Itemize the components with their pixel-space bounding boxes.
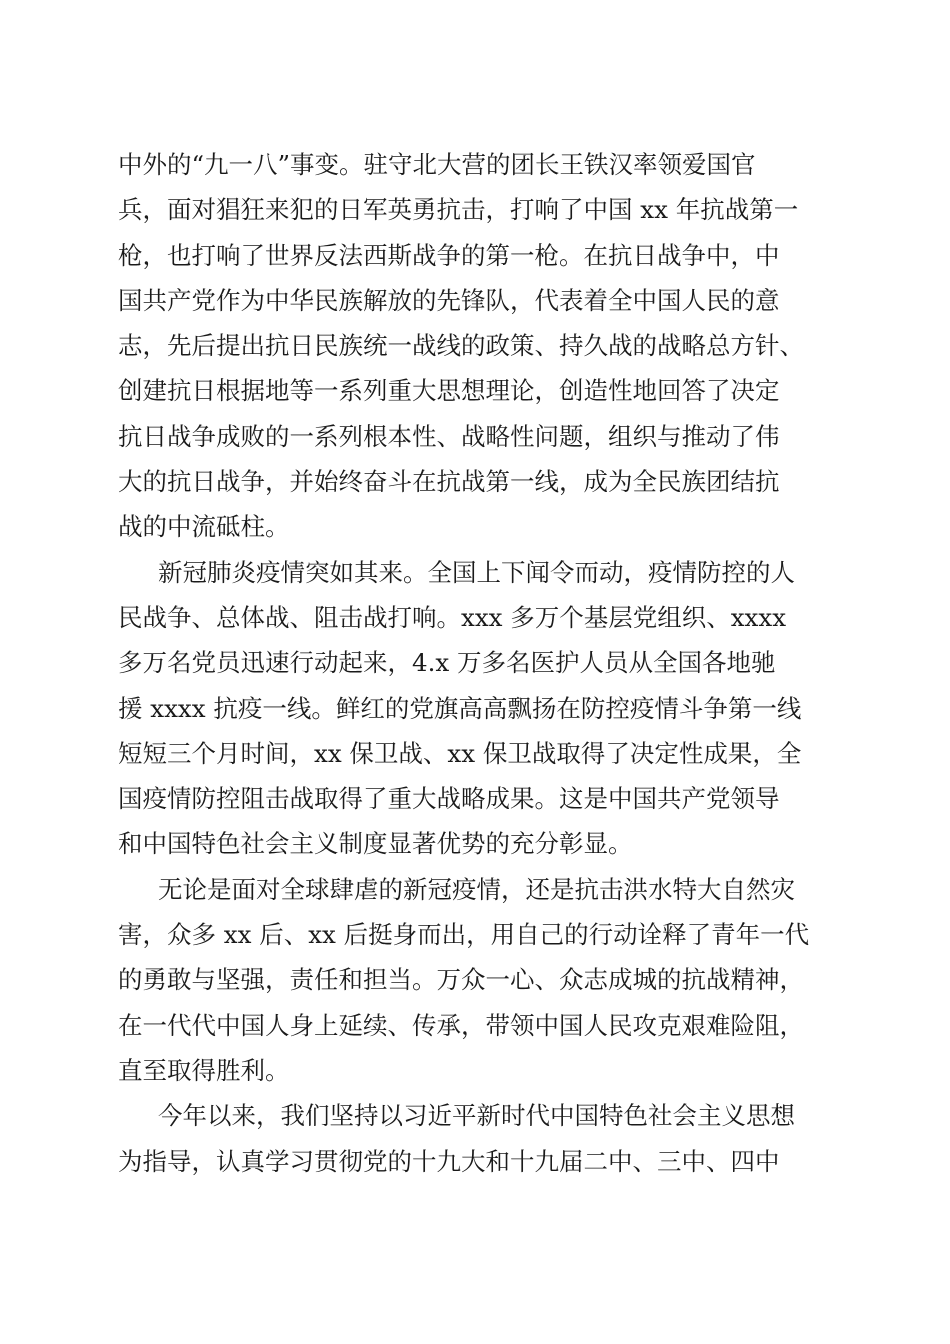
text-line: 中外的“九一八”事变。驻守北大营的团长王铁汉率领爱国官 bbox=[118, 150, 756, 179]
text-line: 国共产党作为中华民族解放的先锋队，代表着全中国人民的意 bbox=[118, 285, 780, 315]
paragraph bbox=[118, 550, 838, 867]
text-line: 志，先后提出抗日民族统一战线的政策、持久战的战略总方针、 bbox=[118, 331, 804, 361]
paragraph bbox=[118, 1093, 838, 1184]
text-line: 战的中流砥柱。 bbox=[118, 512, 290, 542]
text-line: 新冠肺炎疫情突如其来。全国上下闻令而动，疫情防控的人 bbox=[158, 557, 795, 587]
text-line: 的勇敢与坚强，责任和担当。万众一心、众志成城的抗战精神， bbox=[118, 965, 804, 995]
text-line: 抗日战争成败的一系列根本性、战略性问题，组织与推动了伟 bbox=[118, 421, 780, 451]
text-line: 援 xxxx 抗疫一线。鲜红的党旗高高飘扬在防控疫情斗争第一线 bbox=[118, 693, 802, 723]
text-line: 大的抗日战争，并始终奋斗在抗战第一线，成为全民族团结抗 bbox=[118, 467, 780, 497]
paragraph bbox=[118, 867, 838, 1093]
text-line: 枪，也打响了世界反法西斯战争的第一枪。在抗日战争中，中 bbox=[118, 240, 780, 270]
text-line: 多万名党员迅速行动起来，4.x 万多名医护人员从全国各地驰 bbox=[118, 648, 776, 678]
text-line: 民战争、总体战、阻击战打响。xxx 多万个基层党组织、xxxx bbox=[118, 602, 787, 632]
text-line: 国疫情防控阻击战取得了重大战略成果。这是中国共产党领导 bbox=[118, 784, 780, 814]
text-line: 害，众多 xx 后、xx 后挺身而出，用自己的行动诠释了青年一代 bbox=[118, 920, 810, 950]
text-line: 在一代代中国人身上延续、传承，带领中国人民攻克艰难险阻， bbox=[118, 1010, 804, 1040]
text-line: 今年以来，我们坚持以习近平新时代中国特色社会主义思想 bbox=[158, 1101, 795, 1131]
text-line: 创建抗日根据地等一系列重大思想理论，创造性地回答了决定 bbox=[118, 376, 780, 406]
paragraph bbox=[118, 142, 838, 550]
document-body bbox=[118, 142, 838, 1184]
text-line: 直至取得胜利。 bbox=[118, 1055, 290, 1085]
text-line: 兵，面对猖狂来犯的日军英勇抗击，打响了中国 xx 年抗战第一 bbox=[118, 195, 799, 225]
text-line: 无论是面对全球肆虐的新冠疫情，还是抗击洪水特大自然灾 bbox=[158, 874, 795, 904]
text-line: 和中国特色社会主义制度显著优势的充分彰显。 bbox=[118, 829, 633, 859]
text-line: 为指导，认真学习贯彻党的十九大和十九届二中、三中、四中 bbox=[118, 1146, 780, 1176]
text-line: 短短三个月时间，xx 保卫战、xx 保卫战取得了决定性成果，全 bbox=[118, 738, 802, 768]
